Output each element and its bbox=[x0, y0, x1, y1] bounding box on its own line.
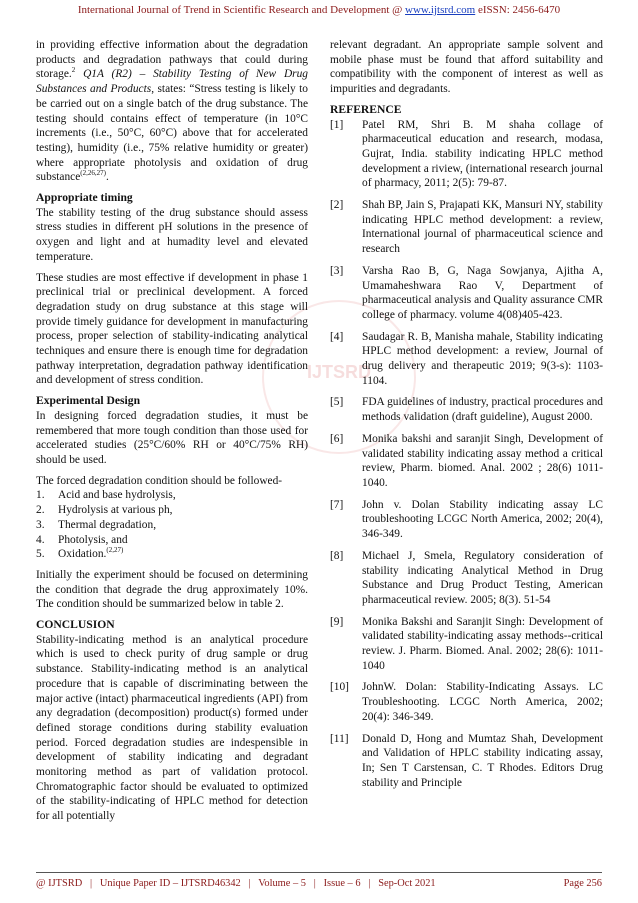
heading-reference: REFERENCE bbox=[330, 102, 402, 116]
reference-item: [7] John v. Dolan Stability indicating assay LC troubleshooting LCGC North America, 2002; 20(4), 346-349. bbox=[330, 498, 603, 541]
paragraph-conclusion: Stability-indicating method is an analytical procedure which is used to check purity of drug sample or drug substance. Stability-indicating method is an analytical procedure that is capable of discriminating between the major active (intact) pharmaceutical ingredients (API) from any degradation (decomposition) product(s) formed under defined storage conditions during stability evaluation period. Forced degradation studies are indespensible in development of stability indicating and degradant monitoring method as part of validation protocol. Chromatographic factor should be evaluated to optimized of the stability-indicating of HPLC method for detection for all potentially bbox=[36, 633, 308, 823]
left-column bbox=[36, 38, 308, 830]
reference-list bbox=[330, 118, 603, 791]
page-number: Page 256 bbox=[563, 878, 602, 889]
reference-item: [10] JohnW. Dolan: Stability-Indicating Assays. LC Troubleshooting. LCGC North America, 2002; 20(4): 346-349. bbox=[330, 681, 603, 723]
paragraph-initially: Initially the experiment should be focused on determining the condition that degrade the drug approximately 10%. The condition should be summarized below in table 2. bbox=[36, 568, 308, 611]
paragraph-timing: The stability testing of the drug substance should assess stress studies in different pH solutions in the presence of oxygen and light and at humadity level and elevated temperature. bbox=[36, 206, 308, 263]
header-title: International Journal of Trend in Scientific Research and Development @ bbox=[77, 4, 406, 16]
footer-paper-info: @ IJTSRD | Unique Paper ID – IJTSRD46342 | Volume – 5 | Issue – 6 | Sep-Oct 2021 bbox=[36, 878, 436, 889]
reference-item: [8] Michael J, Smela, Regulatory consideration of stability indicating Analytical Method in Drug Substance and Drug Product Testing, American pharmaceutical review. 2005; 8(3). 51-54 bbox=[330, 549, 603, 606]
watermark-text: IJTSRD bbox=[306, 362, 371, 382]
heading-experimental-design: Experimental Design bbox=[36, 394, 141, 408]
reference-item: [4] Saudagar R. B, Manisha mahale, Stability indicating HPLC method development: a review, Journal of drug delivery and therapeutic 2019; 9(3-s): 1103-1104. bbox=[330, 330, 603, 387]
paragraph-continued: relevant degradant. An appropriate sample solvent and mobile phase must be found that afford suitability and compatibility with the component of interest as well as impurities and degradants. bbox=[330, 39, 603, 96]
list-item: 3. Thermal degradation, bbox=[36, 518, 157, 531]
reference-item: [2] Shah BP, Jain S, Prajapati KK, Mansuri NY, stability indicating HPLC method development: a review, International journal of pharmaceutical science and research bbox=[330, 199, 603, 256]
list-item: 2. Hydrolysis at various ph, bbox=[36, 504, 173, 517]
reference-item: [1] Patel RM, Shri B. M shaha collage of pharmaceutical education and research, modasa, Gujrat, India. stability indicating HPLC method development a riview, (international research journal of pharmacy, 2011; 2(5): 79-87. bbox=[330, 118, 603, 190]
paragraph-design: In designing forced degradation studies, it must be remembered that more tough condition than those used for accelerated studies (25°C/60% RH or 40°C/75% RH) should be used. bbox=[36, 409, 308, 466]
list-item: 5. Oxidation.$^{(2,27)}$ bbox=[36, 546, 124, 561]
list-item: 4. Photolysis, and bbox=[36, 533, 128, 546]
journal-website-link[interactable]: www.ijtsrd.com bbox=[405, 4, 476, 16]
journal-header bbox=[0, 4, 638, 16]
paragraph-studies: These studies are most effective if development in phase 1 preclinical trial or preclinical development. A forced degradation study on drug substance at this stage will provide timely guidance for development in manufacturing process, proper selection of stability-indicating analytical techniques and ensure there is enough time for degradation pathway interpretation, degradation pathway identification and development of stress condition. bbox=[36, 271, 308, 387]
paragraph-stress-testing: in providing effective information about the degradation products and degradation pathways that could during storage.$^2$ Q1A (R2) – Stability Testing of New Drug Substances and Products, states: “Stress testing is likely to be carried out on a single batch of the drug substance. The testing should contains effect of temperature (in 10°C increments (i.e., 50°C, 60°C) above that for accelerated testing), humidity (i.e., 75% relative humidity or greater) where appropriate photolysis and oxidation of drug substance$^{(2,26,27)}$. bbox=[36, 39, 308, 184]
list-item: 1. Acid and base hydrolysis, bbox=[36, 489, 176, 502]
page-footer bbox=[36, 878, 602, 889]
reference-item: [9] Monika Bakshi and Saranjit Singh: Development of validated stability-indicating assay methods--critical review. J. Pharm. Biomed. Anal. 2002; 28(6): 1011-1040 bbox=[330, 615, 603, 672]
header-issn: eISSN: 2456-6470 bbox=[475, 4, 561, 16]
reference-item: [3] Varsha Rao B, G, Naga Sowjanya, Ajitha A, Umamaheshwara Rao V, Department of pharmaceutical analysis and Quality assurance CMR college of pharmacy. volume 4(08)405-423. bbox=[330, 264, 603, 321]
heading-appropriate-timing: Appropriate timing bbox=[36, 191, 133, 205]
reference-item: [11] Donald D, Hong and Mumtaz Shah, Development and Validation of HPLC stability indicating assay, In; Sen T Carstensan, C. T Rhodes. Editors Drug stability and Principle bbox=[330, 732, 603, 789]
paragraph-conditions-intro: The forced degradation condition should be followed- bbox=[36, 474, 283, 487]
footer-divider bbox=[36, 872, 602, 873]
degradation-conditions-list bbox=[36, 488, 308, 562]
reference-item: [6] Monika bakshi and saranjit Singh, Development of validated stability indicating assay method a critical review, Pharm. biomed. Anal. 2002 ; 28(6) 1011-1040. bbox=[330, 432, 603, 489]
right-column bbox=[330, 38, 603, 797]
heading-conclusion: CONCLUSION bbox=[36, 618, 115, 632]
reference-item: [5] FDA guidelines of industry, practical procedures and methods validation (draft guideline), August 2000. bbox=[330, 396, 603, 424]
